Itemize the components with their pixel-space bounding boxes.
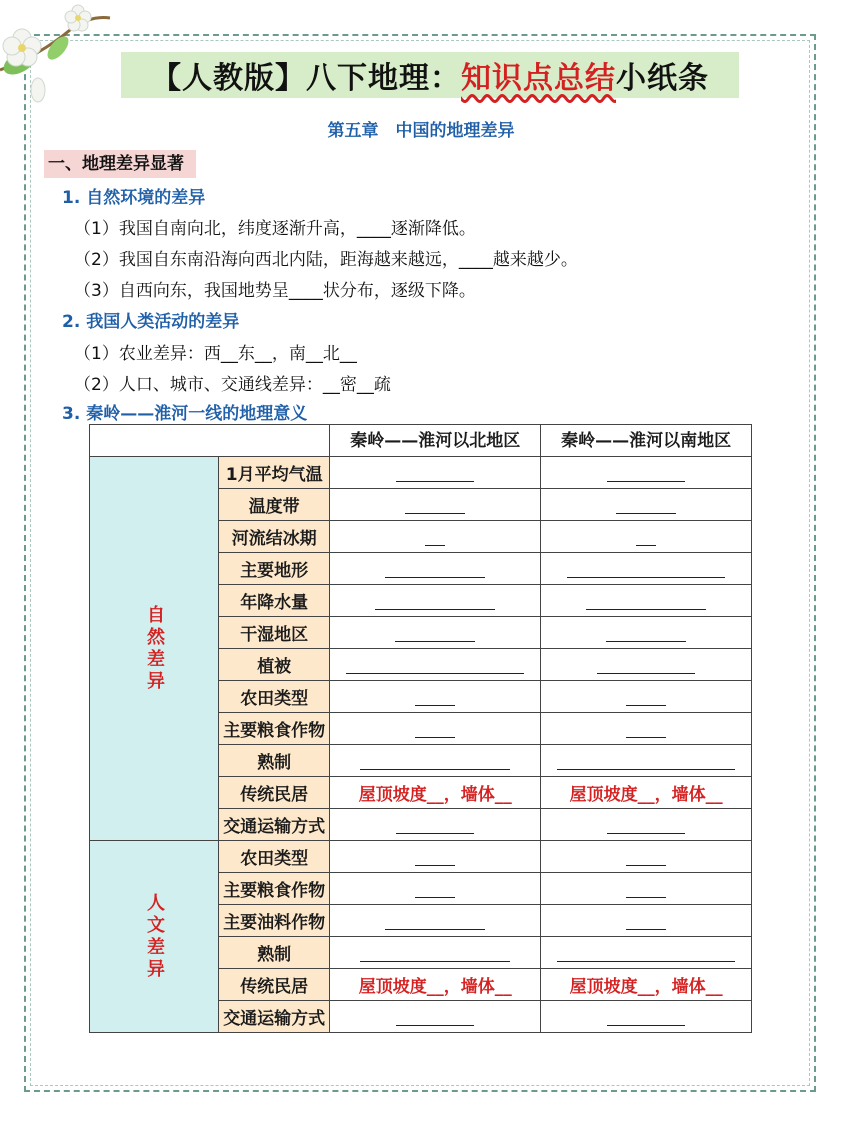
answer-blank[interactable] — [415, 687, 455, 706]
south-answer-cell[interactable] — [541, 777, 752, 809]
south-answer-cell[interactable] — [541, 585, 752, 617]
north-answer-cell[interactable] — [330, 809, 541, 841]
list-item: （2）我国自东南沿海向西北内陆，距海越来越远，____越来越少。 — [74, 250, 578, 270]
list-item: （3）自西向东，我国地势呈____状分布，逐级下降。 — [74, 281, 476, 301]
answer-blank[interactable] — [360, 943, 510, 962]
north-answer-cell[interactable] — [330, 1001, 541, 1033]
group-label-natural: 自然差异 — [90, 457, 219, 841]
page-title — [121, 52, 739, 98]
north-answer-cell[interactable] — [330, 617, 541, 649]
row-label: 农田类型 — [219, 681, 330, 713]
answer-blank[interactable] — [405, 495, 465, 514]
answer-blank[interactable] — [626, 687, 666, 706]
answer-blank[interactable] — [597, 655, 695, 674]
row-label: 1月平均气温 — [219, 457, 330, 489]
group-label-human: 人文差异 — [90, 841, 219, 1033]
south-answer-cell[interactable] — [541, 937, 752, 969]
table-row — [90, 457, 752, 489]
row-label: 传统民居 — [219, 777, 330, 809]
north-answer-cell[interactable] — [330, 585, 541, 617]
row-label: 干湿地区 — [219, 617, 330, 649]
row-label: 主要粮食作物 — [219, 873, 330, 905]
answer-blank[interactable] — [626, 719, 666, 738]
south-answer-cell[interactable] — [541, 617, 752, 649]
north-answer-cell[interactable] — [330, 777, 541, 809]
roof-prompt: 屋顶坡度__，墙体__ — [358, 977, 512, 997]
row-label: 主要油料作物 — [219, 905, 330, 937]
subsection-heading-2: 2. 我国人类活动的差异 — [62, 312, 240, 332]
north-answer-cell[interactable] — [330, 681, 541, 713]
north-answer-cell[interactable] — [330, 553, 541, 585]
south-answer-cell[interactable] — [541, 649, 752, 681]
north-answer-cell[interactable] — [330, 841, 541, 873]
answer-blank[interactable] — [626, 879, 666, 898]
row-label: 主要地形 — [219, 553, 330, 585]
answer-blank[interactable] — [607, 1007, 685, 1026]
list-item: （1）我国自南向北，纬度逐渐升高，____逐渐降低。 — [74, 219, 476, 239]
south-answer-cell[interactable] — [541, 1001, 752, 1033]
answer-blank[interactable] — [607, 463, 685, 482]
answer-blank[interactable] — [396, 463, 474, 482]
answer-blank[interactable] — [385, 911, 485, 930]
answer-blank[interactable] — [567, 559, 725, 578]
south-answer-cell[interactable] — [541, 521, 752, 553]
south-answer-cell[interactable] — [541, 489, 752, 521]
north-answer-cell[interactable] — [330, 713, 541, 745]
south-answer-cell[interactable] — [541, 969, 752, 1001]
answer-blank[interactable] — [415, 847, 455, 866]
answer-blank[interactable] — [396, 1007, 474, 1026]
list-item: （2）人口、城市、交通线差异：__密__疏 — [74, 375, 391, 395]
column-header-south: 秦岭——淮河以南地区 — [541, 425, 752, 457]
row-label: 交通运输方式 — [219, 809, 330, 841]
flower-decoration-icon — [0, 0, 130, 110]
north-answer-cell[interactable] — [330, 969, 541, 1001]
north-answer-cell[interactable] — [330, 457, 541, 489]
answer-blank[interactable] — [415, 879, 455, 898]
answer-blank[interactable] — [606, 623, 686, 642]
north-answer-cell[interactable] — [330, 745, 541, 777]
south-answer-cell[interactable] — [541, 681, 752, 713]
north-answer-cell[interactable] — [330, 521, 541, 553]
subsection-heading-1: 1. 自然环境的差异 — [62, 188, 206, 208]
answer-blank[interactable] — [360, 751, 510, 770]
section-heading: 一、地理差异显著 — [44, 150, 196, 178]
south-answer-cell[interactable] — [541, 553, 752, 585]
row-label: 熟制 — [219, 745, 330, 777]
row-label: 河流结冰期 — [219, 521, 330, 553]
north-answer-cell[interactable] — [330, 937, 541, 969]
column-header-north: 秦岭——淮河以北地区 — [330, 425, 541, 457]
row-label: 年降水量 — [219, 585, 330, 617]
south-answer-cell[interactable] — [541, 905, 752, 937]
table-row — [90, 841, 752, 873]
row-label: 主要粮食作物 — [219, 713, 330, 745]
answer-blank[interactable] — [636, 527, 656, 546]
row-label: 传统民居 — [219, 969, 330, 1001]
row-label: 熟制 — [219, 937, 330, 969]
answer-blank[interactable] — [415, 719, 455, 738]
row-label: 交通运输方式 — [219, 1001, 330, 1033]
north-answer-cell[interactable] — [330, 649, 541, 681]
answer-blank[interactable] — [616, 495, 676, 514]
south-answer-cell[interactable] — [541, 745, 752, 777]
answer-blank[interactable] — [425, 527, 445, 546]
answer-blank[interactable] — [557, 751, 735, 770]
north-answer-cell[interactable] — [330, 873, 541, 905]
row-label: 农田类型 — [219, 841, 330, 873]
answer-blank[interactable] — [396, 815, 474, 834]
title-part1: 【人教版】八下地理： — [151, 61, 461, 96]
list-item: （1）农业差异：西__东__，南__北__ — [74, 344, 357, 364]
north-answer-cell[interactable] — [330, 489, 541, 521]
answer-blank[interactable] — [375, 591, 495, 610]
answer-blank[interactable] — [385, 559, 485, 578]
subsection-heading-3: 3. 秦岭——淮河一线的地理意义 — [62, 404, 308, 424]
south-answer-cell[interactable] — [541, 713, 752, 745]
answer-blank[interactable] — [395, 623, 475, 642]
answer-blank[interactable] — [626, 847, 666, 866]
south-answer-cell[interactable] — [541, 873, 752, 905]
south-answer-cell[interactable] — [541, 841, 752, 873]
roof-prompt: 屋顶坡度__，墙体__ — [358, 785, 512, 805]
answer-blank[interactable] — [626, 911, 666, 930]
north-answer-cell[interactable] — [330, 905, 541, 937]
chapter-heading: 第五章 中国的地理差异 — [327, 121, 515, 141]
roof-prompt: 屋顶坡度__，墙体__ — [569, 785, 723, 805]
row-label: 植被 — [219, 649, 330, 681]
comparison-table — [89, 424, 752, 1033]
table-corner — [90, 425, 330, 457]
title-part3: 小纸条 — [616, 61, 709, 96]
south-answer-cell[interactable] — [541, 457, 752, 489]
south-answer-cell[interactable] — [541, 809, 752, 841]
answer-blank[interactable] — [586, 591, 706, 610]
title-highlight: 知识点总结 — [461, 61, 616, 96]
answer-blank[interactable] — [607, 815, 685, 834]
row-label: 温度带 — [219, 489, 330, 521]
answer-blank[interactable] — [346, 655, 524, 674]
roof-prompt: 屋顶坡度__，墙体__ — [569, 977, 723, 997]
answer-blank[interactable] — [557, 943, 735, 962]
